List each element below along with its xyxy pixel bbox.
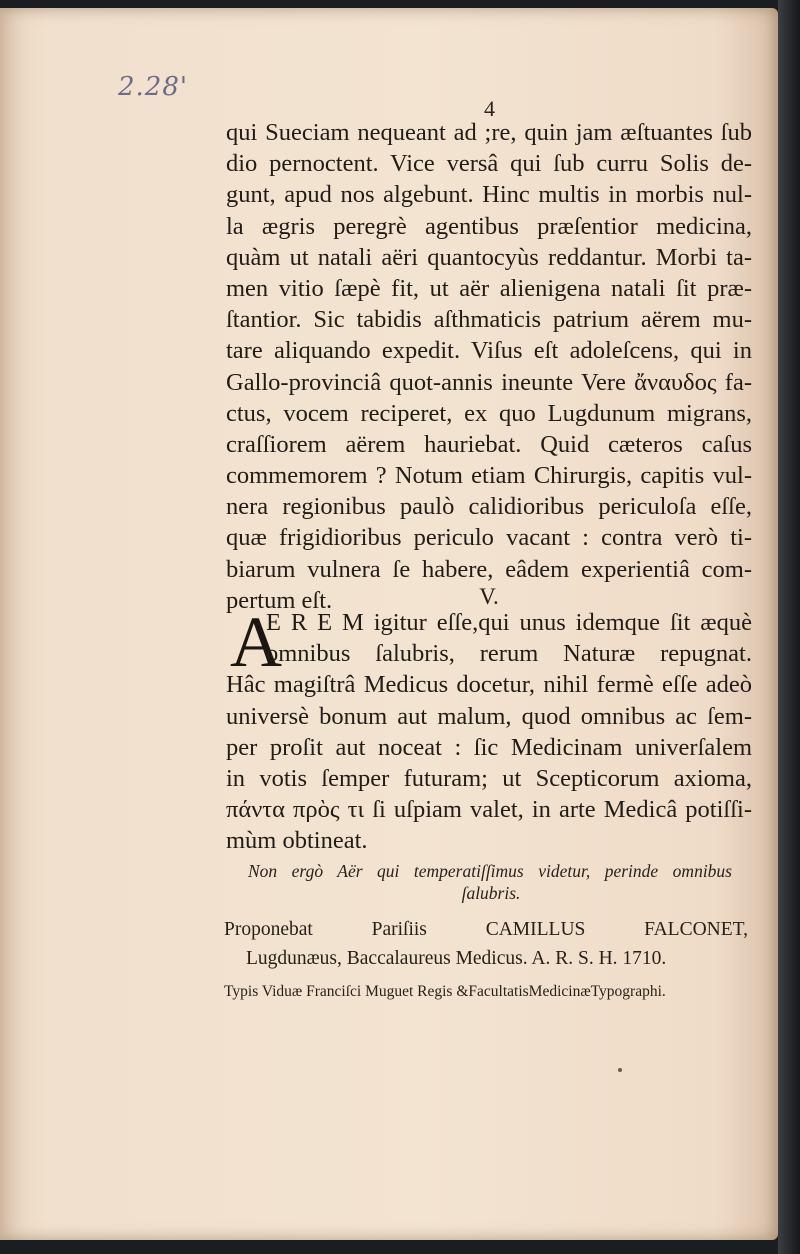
text-line: πάντα πρὸς τι ſi uſpiam valet, in arte Medicâ potiſſi- (226, 796, 752, 824)
text-line: E R E M igitur eſſe,qui unus idemque ſit æquè (266, 609, 752, 636)
text-line: nera regionibus paulò calidioribus periculoſa eſſe, (226, 493, 752, 521)
section-heading: V. (479, 584, 499, 609)
text-line: craſſiorem aërem hauriebat. Quid cæteros caſus (226, 430, 752, 458)
pencil-annotation: 2.28' (118, 72, 189, 102)
thesis-statement (226, 860, 756, 904)
text-line: men vitio ſæpè fit, ut aër alienigena natali ſit præ- (226, 274, 752, 302)
text-line: quæ frigidioribus periculo vacant : contra verò ti- (226, 524, 752, 552)
text-line: universè bonum aut malum, quod omnibus ac ſem- (226, 702, 752, 730)
page-edge-shadow (778, 0, 800, 1254)
text-line: mùm obtineat. (226, 827, 368, 855)
text-line: ſtantior. Sic tabidis aſthmaticis patrium aërem mu- (226, 306, 752, 334)
text-line: gunt, apud nos algebunt. Hinc multis in morbis nul- (226, 181, 752, 209)
text-line: quàm ut natali aëri quantocyùs reddantur. Morbi ta- (226, 243, 752, 271)
imprint-proponent: Proponebat Pariſiis CAMILLUS FALCONET, (224, 919, 748, 940)
text-line: Gallo-provinciâ quot-annis ineunte Vere ἄναυδος fa- (226, 368, 752, 396)
thesis-line: Non ergò Aër qui temperatiſſimus videtur, perinde omnibus (248, 861, 732, 881)
text-line: commemorem ? Notum etiam Chirurgis, capitis vul- (226, 462, 752, 490)
ink-speck (618, 1068, 622, 1072)
paragraph-2 (226, 602, 752, 857)
page-number: 4 (484, 96, 495, 121)
imprint (224, 915, 754, 1006)
text-line: omnibus ſalubris, rerum Naturæ repugnat. (266, 640, 752, 668)
text-line: per proſit aut noceat : ſic Medicinam univerſalem (226, 733, 752, 761)
text-line: dio pernoctent. Vice versâ qui ſub curru Solis de- (226, 150, 752, 178)
paragraph-1 (226, 117, 752, 616)
text-line: qui Sueciam nequeant ad ;re, quin jam æſtuantes ſub (226, 119, 752, 146)
text-line: Hâc magiſtrâ Medicus docetur, nihil fermè eſſe adeò (226, 671, 752, 699)
imprint-origin: Lugdunæus, Baccalaureus Medicus. A. R. S. H. 1710. (246, 948, 667, 969)
text-line: in votis ſemper futuram; ut Scepticorum axioma, (226, 764, 752, 792)
imprint-printer: Typis Viduæ Franciſci Muguet Regis &FacultatisMedicinæTypographi. (224, 983, 666, 1000)
drop-cap: A (230, 602, 282, 682)
text-line: pertum eſt. (226, 586, 333, 614)
text-line: la ægris peregrè agentibus præſentior medicina, (226, 212, 752, 240)
text-line: tare aliquando expedit. Viſus eſt adoleſcens, qui in (226, 337, 752, 365)
thesis-line: ſalubris. (461, 883, 521, 903)
text-line: biarum vulnera ſe habere, eâdem experientiâ com- (226, 555, 752, 583)
text-line: ctus, vocem reciperet, ex quo Lugdunum migrans, (226, 399, 752, 427)
